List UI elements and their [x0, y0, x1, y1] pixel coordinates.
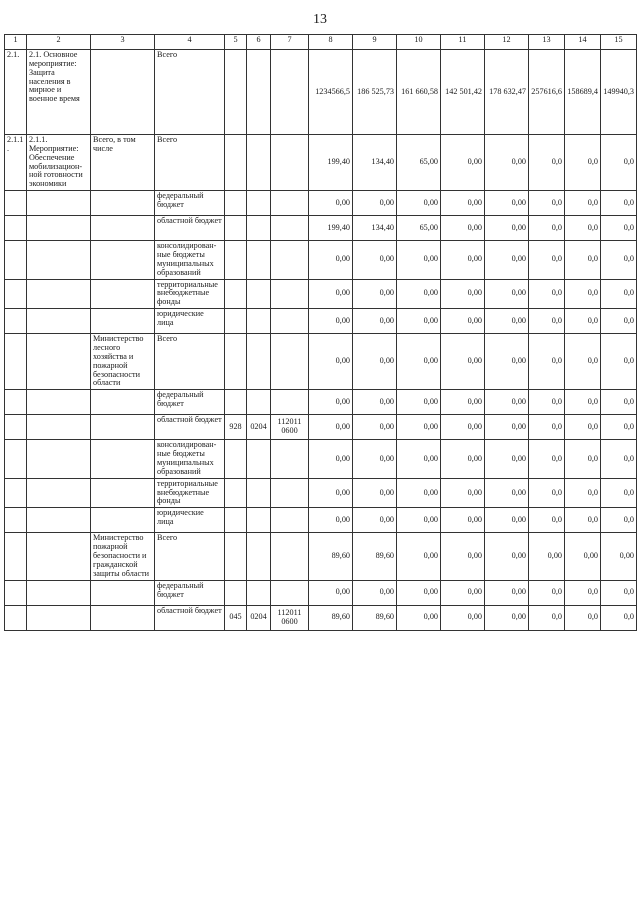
- value-year-5-cell: 0,0: [529, 334, 565, 390]
- rzpr-code-cell: [247, 50, 271, 135]
- activity-name-cell: 2.1.1. Мероприятие: Обеспечение мобилизацион-ной готовности экономики: [27, 135, 91, 191]
- value-year-3-cell: 142 501,42: [441, 50, 485, 135]
- executor-cell: [91, 216, 155, 241]
- rzpr-code-cell: [247, 191, 271, 216]
- csr-code-cell: [271, 508, 309, 533]
- value-year-3-cell: 0,00: [441, 415, 485, 440]
- activity-name-cell: [27, 580, 91, 605]
- value-year-4-cell: 0,00: [485, 580, 529, 605]
- rzpr-code-cell: [247, 309, 271, 334]
- value-year-3-cell: 0,00: [441, 508, 485, 533]
- rzpr-code-cell: 0204: [247, 415, 271, 440]
- grbs-code-cell: 045: [225, 605, 247, 630]
- grbs-code-cell: [225, 478, 247, 508]
- row-number-cell: [5, 279, 27, 309]
- funding-source-cell: консолидирован-ные бюджеты муниципальных образований: [155, 241, 225, 279]
- value-year-7-cell: 0,0: [601, 478, 637, 508]
- value-year-4-cell: 0,00: [485, 216, 529, 241]
- row-number-cell: [5, 605, 27, 630]
- value-year-2-cell: 0,00: [397, 334, 441, 390]
- rzpr-code-cell: [247, 478, 271, 508]
- value-year-6-cell: 0,0: [565, 191, 601, 216]
- value-year-5-cell: 0,0: [529, 135, 565, 191]
- csr-code-cell: [271, 440, 309, 478]
- funding-source-cell: территориальные внебюджетные фонды: [155, 279, 225, 309]
- row-number-cell: [5, 309, 27, 334]
- value-year-5-cell: 0,0: [529, 440, 565, 478]
- value-year-4-cell: 0,00: [485, 440, 529, 478]
- csr-code-cell: [271, 135, 309, 191]
- activity-name-cell: [27, 191, 91, 216]
- column-number: 11: [441, 35, 485, 50]
- value-year-1-cell: 134,40: [353, 216, 397, 241]
- value-year-4-cell: 0,00: [485, 135, 529, 191]
- value-year-1-cell: 186 525,73: [353, 50, 397, 135]
- csr-code-cell: [271, 309, 309, 334]
- value-year-5-cell: 0,0: [529, 580, 565, 605]
- value-year-5-cell: 0,0: [529, 279, 565, 309]
- value-year-7-cell: 0,0: [601, 605, 637, 630]
- funding-source-cell: Всего: [155, 135, 225, 191]
- table-row: [5, 135, 637, 191]
- value-year-5-cell: 0,0: [529, 390, 565, 415]
- funding-source-cell: федеральный бюджет: [155, 191, 225, 216]
- rzpr-code-cell: [247, 440, 271, 478]
- table-row: [5, 334, 637, 390]
- value-year-4-cell: 0,00: [485, 279, 529, 309]
- executor-cell: Министерство лесного хозяйства и пожарной безопасности области: [91, 334, 155, 390]
- value-year-7-cell: 0,00: [601, 533, 637, 580]
- value-year-3-cell: 0,00: [441, 191, 485, 216]
- row-number-cell: [5, 415, 27, 440]
- csr-code-cell: [271, 334, 309, 390]
- activity-name-cell: [27, 605, 91, 630]
- value-year-5-cell: 0,0: [529, 309, 565, 334]
- csr-code-cell: [271, 241, 309, 279]
- funding-source-cell: юридические лица: [155, 508, 225, 533]
- value-year-7-cell: 149940,3: [601, 50, 637, 135]
- funding-source-cell: федеральный бюджет: [155, 390, 225, 415]
- rzpr-code-cell: [247, 580, 271, 605]
- value-year-2-cell: 0,00: [397, 580, 441, 605]
- grbs-code-cell: [225, 580, 247, 605]
- value-year-5-cell: 0,0: [529, 415, 565, 440]
- row-number-cell: 2.1.: [5, 50, 27, 135]
- column-number: 6: [247, 35, 271, 50]
- table-row: [5, 478, 637, 508]
- value-total-cell: 0,00: [309, 191, 353, 216]
- funding-source-cell: Всего: [155, 533, 225, 580]
- grbs-code-cell: [225, 390, 247, 415]
- value-year-1-cell: 89,60: [353, 533, 397, 580]
- table-body: [5, 50, 637, 631]
- table-row: [5, 440, 637, 478]
- rzpr-code-cell: [247, 334, 271, 390]
- value-year-6-cell: 0,0: [565, 440, 601, 478]
- value-year-1-cell: 0,00: [353, 478, 397, 508]
- value-year-3-cell: 0,00: [441, 533, 485, 580]
- value-year-1-cell: 134,40: [353, 135, 397, 191]
- value-year-7-cell: 0,0: [601, 334, 637, 390]
- activity-name-cell: 2.1. Основное мероприятие: Защита населения в мирное и военное время: [27, 50, 91, 135]
- row-number-cell: [5, 241, 27, 279]
- value-year-4-cell: 0,00: [485, 478, 529, 508]
- value-total-cell: 199,40: [309, 216, 353, 241]
- row-number-cell: [5, 440, 27, 478]
- value-year-7-cell: 0,0: [601, 241, 637, 279]
- value-year-3-cell: 0,00: [441, 135, 485, 191]
- funding-source-cell: юридические лица: [155, 309, 225, 334]
- row-number-cell: [5, 508, 27, 533]
- table-row: [5, 508, 637, 533]
- rzpr-code-cell: [247, 390, 271, 415]
- row-number-cell: [5, 216, 27, 241]
- executor-cell: Министерство пожарной безопасности и гражданской защиты области: [91, 533, 155, 580]
- value-year-3-cell: 0,00: [441, 605, 485, 630]
- value-year-2-cell: 0,00: [397, 191, 441, 216]
- executor-cell: [91, 605, 155, 630]
- value-total-cell: 0,00: [309, 415, 353, 440]
- table-row: [5, 216, 637, 241]
- csr-code-cell: [271, 390, 309, 415]
- value-year-5-cell: 0,0: [529, 508, 565, 533]
- row-number-cell: [5, 390, 27, 415]
- column-number: 7: [271, 35, 309, 50]
- value-year-4-cell: 0,00: [485, 533, 529, 580]
- value-total-cell: 1234566,5: [309, 50, 353, 135]
- activity-name-cell: [27, 440, 91, 478]
- table-row: [5, 191, 637, 216]
- value-year-2-cell: 0,00: [397, 309, 441, 334]
- rzpr-code-cell: [247, 533, 271, 580]
- executor-cell: [91, 478, 155, 508]
- column-number: 1: [5, 35, 27, 50]
- value-year-7-cell: 0,0: [601, 279, 637, 309]
- value-year-3-cell: 0,00: [441, 580, 485, 605]
- value-year-7-cell: 0,0: [601, 216, 637, 241]
- csr-code-cell: 112011 0600: [271, 415, 309, 440]
- value-year-1-cell: 0,00: [353, 191, 397, 216]
- value-year-1-cell: 0,00: [353, 279, 397, 309]
- activity-name-cell: [27, 478, 91, 508]
- column-number: 4: [155, 35, 225, 50]
- value-year-7-cell: 0,0: [601, 135, 637, 191]
- grbs-code-cell: [225, 508, 247, 533]
- executor-cell: [91, 279, 155, 309]
- value-year-3-cell: 0,00: [441, 390, 485, 415]
- value-year-2-cell: 0,00: [397, 241, 441, 279]
- value-year-2-cell: 0,00: [397, 390, 441, 415]
- value-year-6-cell: 0,0: [565, 508, 601, 533]
- value-year-2-cell: 65,00: [397, 216, 441, 241]
- executor-cell: [91, 50, 155, 135]
- value-year-6-cell: 0,0: [565, 478, 601, 508]
- value-year-4-cell: 0,00: [485, 508, 529, 533]
- value-total-cell: 0,00: [309, 440, 353, 478]
- table-row: [5, 533, 637, 580]
- value-year-4-cell: 0,00: [485, 390, 529, 415]
- column-number: 8: [309, 35, 353, 50]
- table-row: [5, 279, 637, 309]
- funding-source-cell: областной бюджет: [155, 605, 225, 630]
- value-total-cell: 0,00: [309, 279, 353, 309]
- value-year-4-cell: 178 632,47: [485, 50, 529, 135]
- executor-cell: [91, 580, 155, 605]
- value-year-6-cell: 0,0: [565, 216, 601, 241]
- row-number-cell: [5, 580, 27, 605]
- value-year-6-cell: 0,0: [565, 279, 601, 309]
- value-year-2-cell: 65,00: [397, 135, 441, 191]
- activity-name-cell: [27, 508, 91, 533]
- value-year-6-cell: 0,0: [565, 241, 601, 279]
- column-number: 15: [601, 35, 637, 50]
- csr-code-cell: [271, 580, 309, 605]
- table-row: [5, 605, 637, 630]
- value-year-5-cell: 0,0: [529, 216, 565, 241]
- column-number: 12: [485, 35, 529, 50]
- value-year-5-cell: 257616,6: [529, 50, 565, 135]
- executor-cell: [91, 390, 155, 415]
- value-year-5-cell: 0,0: [529, 191, 565, 216]
- value-year-1-cell: 0,00: [353, 390, 397, 415]
- value-total-cell: 0,00: [309, 334, 353, 390]
- value-year-7-cell: 0,0: [601, 390, 637, 415]
- value-year-1-cell: 0,00: [353, 309, 397, 334]
- funding-source-cell: Всего: [155, 50, 225, 135]
- csr-code-cell: 112011 0600: [271, 605, 309, 630]
- executor-cell: [91, 508, 155, 533]
- grbs-code-cell: [225, 533, 247, 580]
- value-year-4-cell: 0,00: [485, 241, 529, 279]
- rzpr-code-cell: [247, 279, 271, 309]
- value-year-6-cell: 0,0: [565, 580, 601, 605]
- value-total-cell: 89,60: [309, 605, 353, 630]
- grbs-code-cell: 928: [225, 415, 247, 440]
- row-number-cell: [5, 533, 27, 580]
- executor-cell: [91, 440, 155, 478]
- csr-code-cell: [271, 216, 309, 241]
- value-year-6-cell: 0,0: [565, 334, 601, 390]
- value-year-4-cell: 0,00: [485, 605, 529, 630]
- value-year-2-cell: 0,00: [397, 415, 441, 440]
- value-year-3-cell: 0,00: [441, 478, 485, 508]
- csr-code-cell: [271, 533, 309, 580]
- column-number-row: [5, 35, 637, 50]
- executor-cell: Всего, в том числе: [91, 135, 155, 191]
- value-year-7-cell: 0,0: [601, 415, 637, 440]
- budget-table: [4, 34, 637, 631]
- funding-source-cell: Всего: [155, 334, 225, 390]
- rzpr-code-cell: [247, 135, 271, 191]
- csr-code-cell: [271, 279, 309, 309]
- rzpr-code-cell: [247, 508, 271, 533]
- value-year-2-cell: 0,00: [397, 508, 441, 533]
- value-total-cell: 0,00: [309, 580, 353, 605]
- value-total-cell: 0,00: [309, 478, 353, 508]
- value-year-1-cell: 0,00: [353, 334, 397, 390]
- rzpr-code-cell: [247, 216, 271, 241]
- value-year-1-cell: 0,00: [353, 415, 397, 440]
- value-year-6-cell: 0,0: [565, 415, 601, 440]
- funding-source-cell: консолидирован-ные бюджеты муниципальных образований: [155, 440, 225, 478]
- value-year-4-cell: 0,00: [485, 334, 529, 390]
- column-number: 13: [529, 35, 565, 50]
- value-year-6-cell: 0,0: [565, 135, 601, 191]
- value-year-3-cell: 0,00: [441, 216, 485, 241]
- value-total-cell: 0,00: [309, 508, 353, 533]
- funding-source-cell: федеральный бюджет: [155, 580, 225, 605]
- table-row: [5, 241, 637, 279]
- value-year-2-cell: 0,00: [397, 533, 441, 580]
- value-year-2-cell: 0,00: [397, 440, 441, 478]
- rzpr-code-cell: 0204: [247, 605, 271, 630]
- executor-cell: [91, 191, 155, 216]
- activity-name-cell: [27, 334, 91, 390]
- column-number: 3: [91, 35, 155, 50]
- table-row: [5, 390, 637, 415]
- value-year-1-cell: 0,00: [353, 508, 397, 533]
- table-row: [5, 415, 637, 440]
- value-year-7-cell: 0,0: [601, 309, 637, 334]
- activity-name-cell: [27, 279, 91, 309]
- value-year-3-cell: 0,00: [441, 279, 485, 309]
- grbs-code-cell: [225, 216, 247, 241]
- value-year-6-cell: 0,00: [565, 533, 601, 580]
- value-year-7-cell: 0,0: [601, 440, 637, 478]
- value-year-1-cell: 0,00: [353, 241, 397, 279]
- column-number: 10: [397, 35, 441, 50]
- activity-name-cell: [27, 390, 91, 415]
- grbs-code-cell: [225, 50, 247, 135]
- value-year-5-cell: 0,0: [529, 241, 565, 279]
- grbs-code-cell: [225, 279, 247, 309]
- activity-name-cell: [27, 533, 91, 580]
- executor-cell: [91, 241, 155, 279]
- grbs-code-cell: [225, 309, 247, 334]
- value-year-2-cell: 0,00: [397, 605, 441, 630]
- row-number-cell: [5, 334, 27, 390]
- row-number-cell: [5, 191, 27, 216]
- grbs-code-cell: [225, 334, 247, 390]
- funding-source-cell: областной бюджет: [155, 216, 225, 241]
- value-year-4-cell: 0,00: [485, 415, 529, 440]
- value-year-1-cell: 0,00: [353, 440, 397, 478]
- table-row: [5, 580, 637, 605]
- value-year-6-cell: 0,0: [565, 309, 601, 334]
- value-year-2-cell: 0,00: [397, 279, 441, 309]
- value-year-2-cell: 161 660,58: [397, 50, 441, 135]
- table-row: [5, 50, 637, 135]
- csr-code-cell: [271, 191, 309, 216]
- value-year-3-cell: 0,00: [441, 241, 485, 279]
- funding-source-cell: областной бюджет: [155, 415, 225, 440]
- value-year-7-cell: 0,0: [601, 191, 637, 216]
- value-year-6-cell: 158689,4: [565, 50, 601, 135]
- row-number-cell: 2.1.1.: [5, 135, 27, 191]
- column-number: 2: [27, 35, 91, 50]
- value-year-7-cell: 0,0: [601, 580, 637, 605]
- column-number: 5: [225, 35, 247, 50]
- value-year-3-cell: 0,00: [441, 334, 485, 390]
- value-year-4-cell: 0,00: [485, 309, 529, 334]
- grbs-code-cell: [225, 135, 247, 191]
- value-total-cell: 0,00: [309, 241, 353, 279]
- csr-code-cell: [271, 50, 309, 135]
- activity-name-cell: [27, 309, 91, 334]
- grbs-code-cell: [225, 440, 247, 478]
- value-total-cell: 0,00: [309, 390, 353, 415]
- activity-name-cell: [27, 241, 91, 279]
- value-year-3-cell: 0,00: [441, 309, 485, 334]
- column-number: 14: [565, 35, 601, 50]
- executor-cell: [91, 415, 155, 440]
- value-year-6-cell: 0,0: [565, 605, 601, 630]
- grbs-code-cell: [225, 241, 247, 279]
- value-total-cell: 89,60: [309, 533, 353, 580]
- value-year-7-cell: 0,0: [601, 508, 637, 533]
- executor-cell: [91, 309, 155, 334]
- value-year-2-cell: 0,00: [397, 478, 441, 508]
- value-year-1-cell: 89,60: [353, 605, 397, 630]
- activity-name-cell: [27, 415, 91, 440]
- activity-name-cell: [27, 216, 91, 241]
- value-year-5-cell: 0,0: [529, 605, 565, 630]
- page-number: 13: [313, 12, 327, 27]
- value-year-1-cell: 0,00: [353, 580, 397, 605]
- row-number-cell: [5, 478, 27, 508]
- value-year-6-cell: 0,0: [565, 390, 601, 415]
- value-year-3-cell: 0,00: [441, 440, 485, 478]
- value-year-4-cell: 0,00: [485, 191, 529, 216]
- value-year-5-cell: 0,00: [529, 533, 565, 580]
- column-number: 9: [353, 35, 397, 50]
- value-total-cell: 0,00: [309, 309, 353, 334]
- value-year-5-cell: 0,0: [529, 478, 565, 508]
- rzpr-code-cell: [247, 241, 271, 279]
- table-row: [5, 309, 637, 334]
- grbs-code-cell: [225, 191, 247, 216]
- csr-code-cell: [271, 478, 309, 508]
- value-total-cell: 199,40: [309, 135, 353, 191]
- funding-source-cell: территориальные внебюджетные фонды: [155, 478, 225, 508]
